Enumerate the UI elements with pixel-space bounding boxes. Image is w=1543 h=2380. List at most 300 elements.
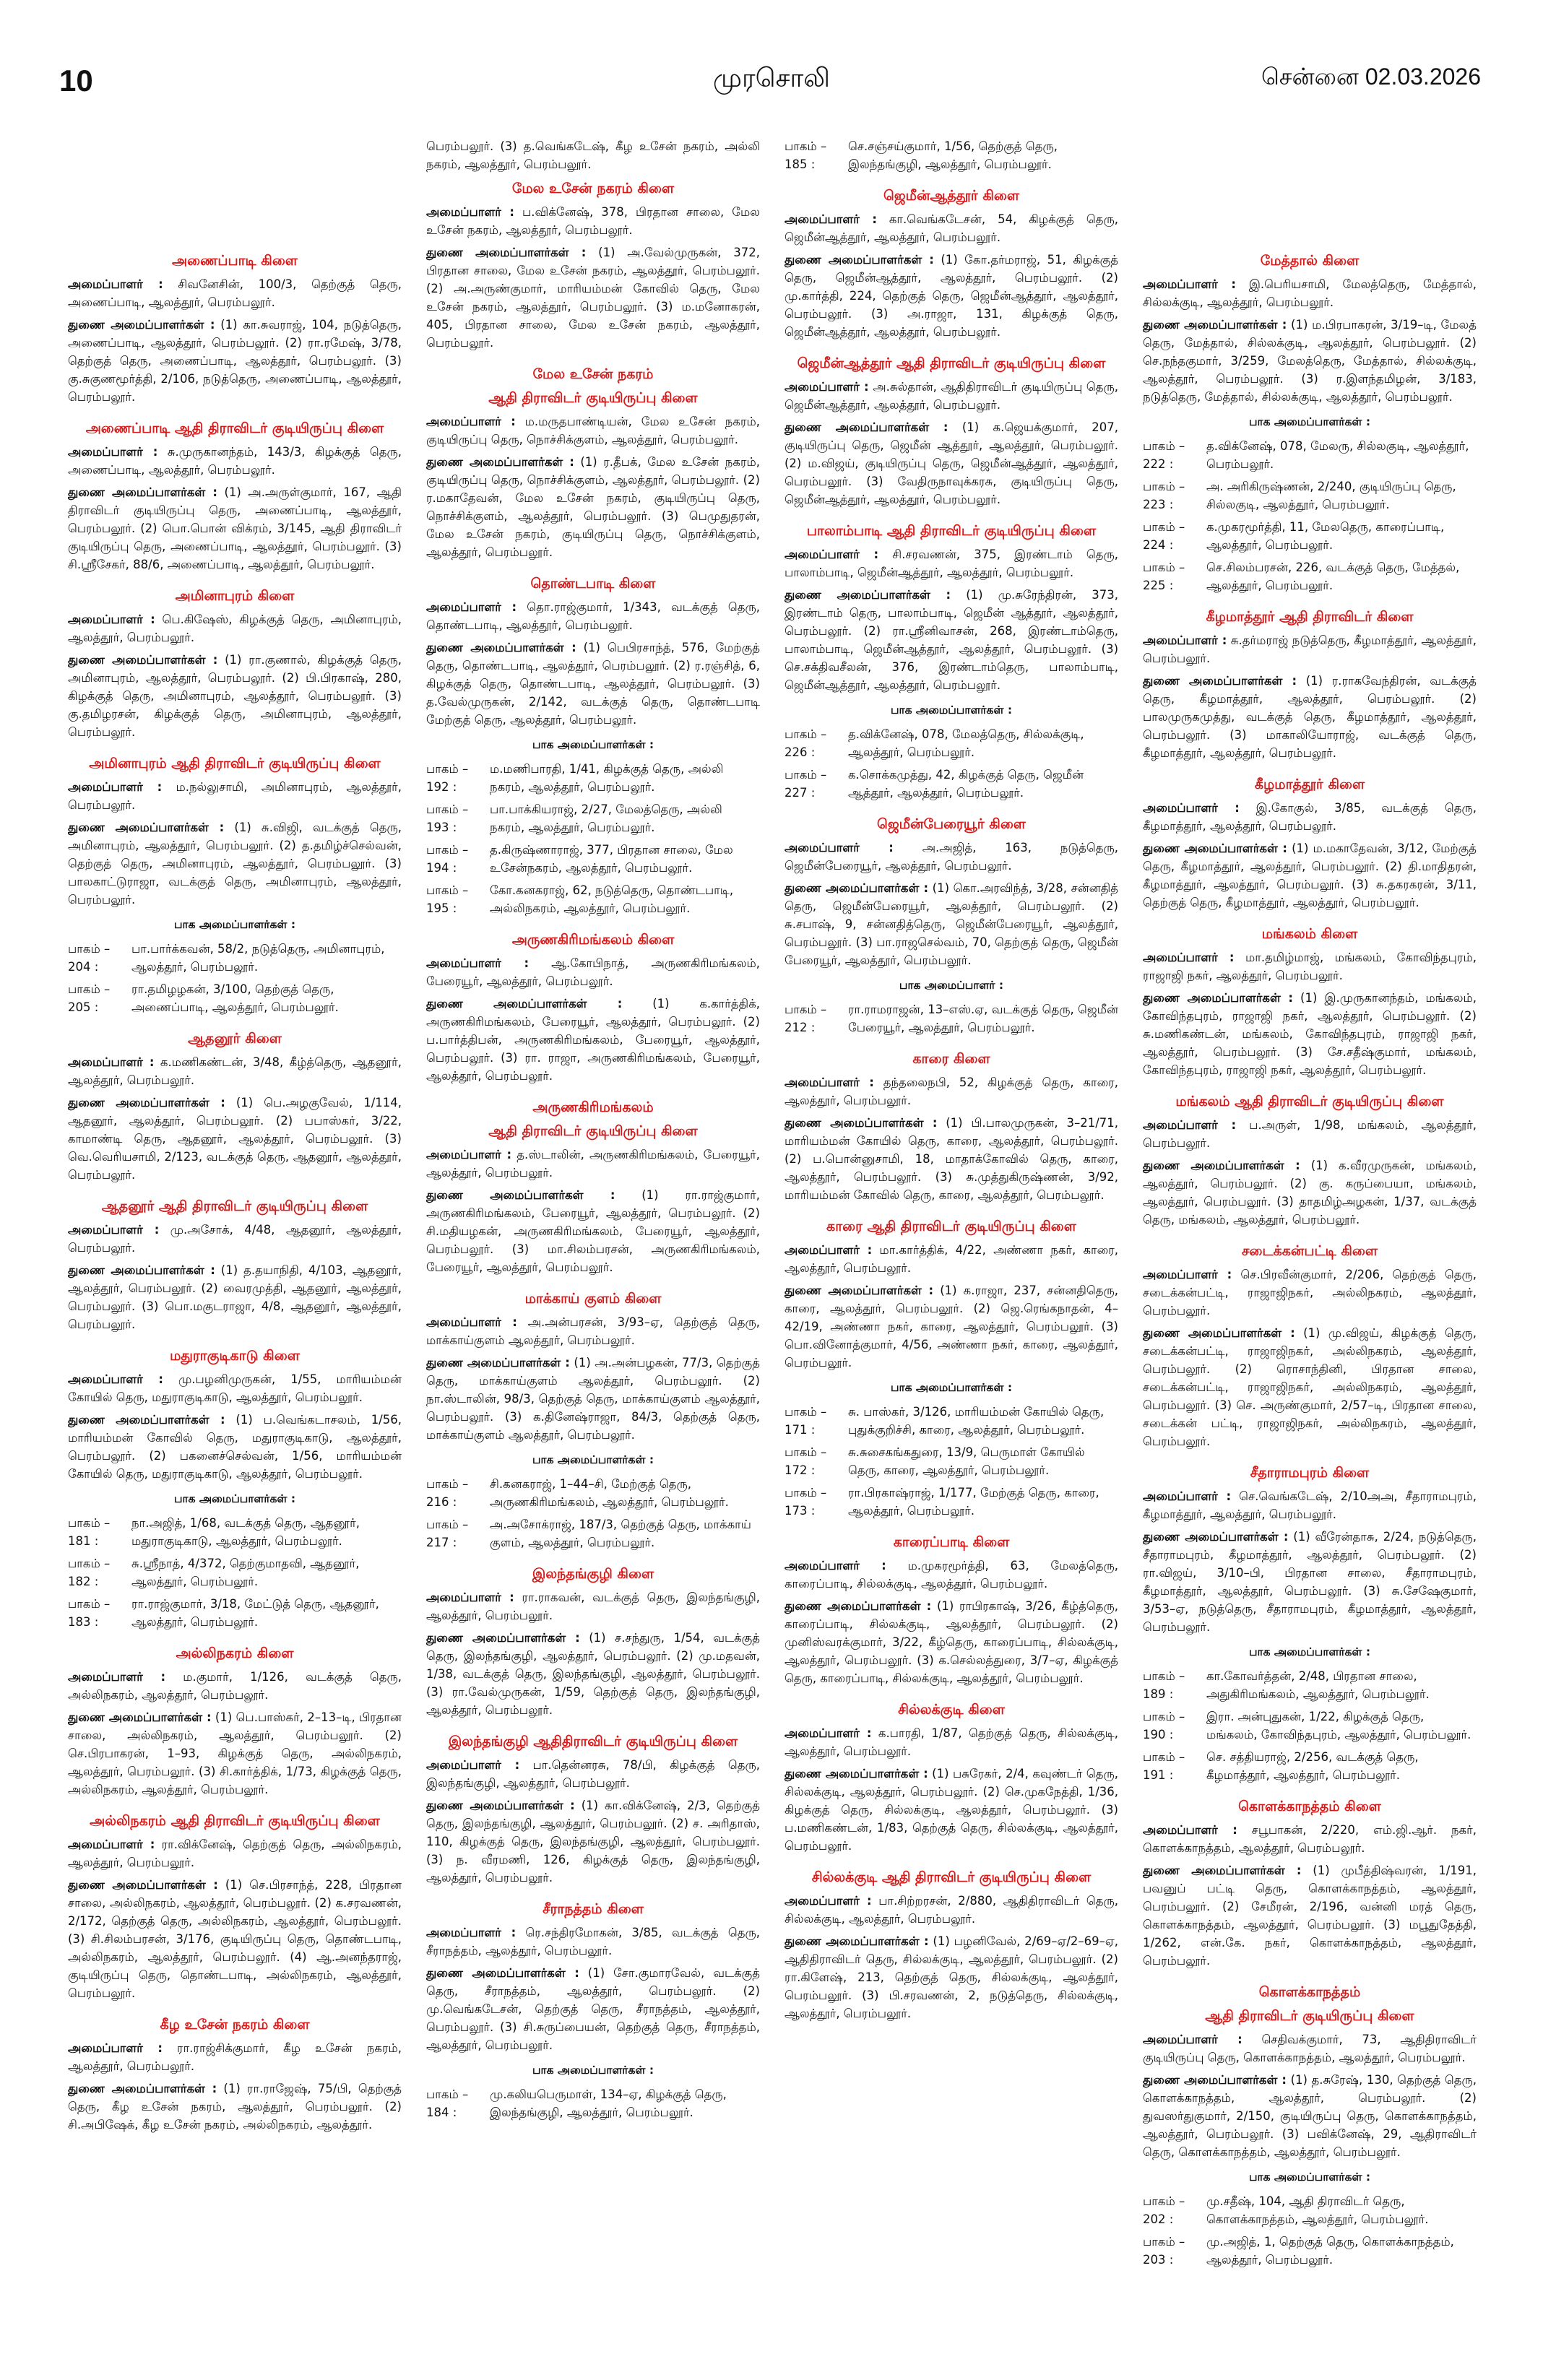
booth-number: பாகம் – 193 : xyxy=(426,802,469,834)
branch-section xyxy=(68,1029,402,1184)
branch-section xyxy=(68,2015,402,2134)
office-bearer-entry xyxy=(1143,1487,1477,1523)
branch-title: அமினாபுரம் கிளை xyxy=(175,588,295,604)
office-bearer-entry xyxy=(1143,1265,1477,1320)
office-bearer-entry xyxy=(426,203,760,239)
office-bearer-entry xyxy=(785,839,1118,875)
member-details: (1) ரா.ராஜ்குமார், அருணகிரிமங்கலம், பேரையூர், ஆலத்தூர், பெரம்பலூர். (2) சி.மதியழகன், அருணகிரிமங்கலம், பேரையூர், ஆலத்தூர், பெரம்பலூர். (3) மா.சிலம்பரசன், அருணகிரிமங்கலம், பேரையூர், ஆலத்தூர், பெரம்பலூர். xyxy=(426,1188,760,1274)
booth-member: சி.கனகராஜ், 1–44–சி, மேற்குத் தெரு, அருணகிரிமங்கலம், ஆலத்தூர், பெரம்பலூர். xyxy=(490,1477,729,1509)
column-4 xyxy=(1143,137,1477,2362)
role-label: அமைப்பாளர் : xyxy=(426,1315,517,1329)
booth-member: அ.அசோக்ராஜ், 187/3, தெற்குத் தெரு, மாக்காய் குளம், ஆலத்தூர், பெரம்பலூர். xyxy=(490,1518,751,1549)
booth-number: பாகம் – 182 : xyxy=(68,1557,111,1588)
booth-member: கோ.கனகராஜ், 62, நடுத்தெரு, தொண்டபாடி, அல்லிநகரம், ஆலத்தூர், பெரம்பலூர். xyxy=(490,883,734,915)
branch-section xyxy=(68,754,402,1016)
member-details: ப.அருள், 1/98, மங்கலம், ஆலத்தூர், பெரம்பலூர். xyxy=(1143,1118,1477,1150)
booth-row xyxy=(426,1475,760,1511)
booth-row xyxy=(785,137,1118,173)
booth-row xyxy=(785,1484,1118,1520)
member-details: (1) ச.சந்துரு, 1/54, வடக்குத் தெரு, இலந்தங்குழி, ஆலத்தூர், பெரம்பலூர். (2) மு.மதவன், 1/38, வடக்குத் தெரு, இலந்தங்குழி, ஆலத்தூர், பெரம்பலூர். (3) ரா.வேல்முருகன், 1/59, தெற்குத் தெரு, இலந்தங்குழி, ஆலத்தூர், பெரம்பலூர். xyxy=(426,1631,760,1717)
member-details: (1) ம.பிரபாகரன், 3/19–டி, மேலத் தெரு, மேத்தால், சில்லக்குடி, ஆலத்தூர், பெரம்பலூர். (2) செ.நந்தகுமார், 3/259, மேலத்தெரு, மேத்தால், சில்லக்குடி, ஆலத்தூர், பெரம்பலூர். (3) ர.இளந்தமிழன், 3/183, நடுத்தெரு, மேத்தால், சில்லக்குடி, ஆலத்தூர், பெரம்பலூர். xyxy=(1143,318,1477,404)
booth-member: கா.கோவர்த்தன், 2/48, பிரதான சாலை, அதுகிரிமங்கலம், ஆலத்தூர், பெரம்பலூர். xyxy=(1206,1669,1430,1701)
branch-title: பாலாம்பாடி ஆதி திராவிடர் குடியிருப்பு கிளை xyxy=(806,523,1097,539)
role-label: அமைப்பாளர் : xyxy=(1143,2033,1242,2046)
office-bearer-entry xyxy=(68,1053,402,1089)
branch-section xyxy=(785,1533,1118,1687)
member-details: சபூபாகன், 2/220, எம்.ஜி.ஆர். நகர், கொளக்காநத்தம், ஆலத்தூர், பெரம்பலூர். xyxy=(1143,1823,1477,1855)
branch-section xyxy=(426,1732,760,1887)
branch-section xyxy=(1143,1797,1477,1970)
office-bearer-entry xyxy=(785,1765,1118,1855)
role-label: அமைப்பாளர் : xyxy=(68,1670,166,1684)
booth-number: பாகம் – 202 : xyxy=(1143,2194,1185,2226)
member-details: (1) கா.விக்னேஷ், 2/3, தெற்குத் தெரு, இலந்தங்குழி, ஆலத்தூர், பெரம்பலூர். (2) ச. அரிதாஸ், 110, கிழக்குத் தெரு, இலந்தங்குழி, ஆலத்தூர், பெரம்பலூர். (3) ந. வீரமணி, 126, கிழக்குத் தெரு, இலந்தங்குழி, ஆலத்தூர், பெரம்பலூர். xyxy=(426,1799,760,1884)
branch-title: மாக்காய் குளம் கிளை xyxy=(524,1291,662,1307)
member-details: இ.கோகுல், 3/85, வடக்குத் தெரு, கீழமாத்தூர், ஆலத்தூர், பெரம்பலூர். xyxy=(1143,801,1477,833)
booth-heading: பாக அமைப்பாளர்கள் : xyxy=(532,738,654,751)
booth-row xyxy=(68,1595,402,1631)
booth-row xyxy=(1143,437,1477,473)
branch-title: சீதாராமபுரம் கிளை xyxy=(1250,1465,1370,1481)
branch-title: மேல உசேன் நகரம் கிளை xyxy=(511,181,675,196)
member-details: (1) செ.பிரசாந்த், 228, பிரதான சாலை, அல்லிநகரம், ஆலத்தூர், பெரம்பலூர். (2) க.சரவணன், 2/172, தெற்குத் தெரு, அல்லிநகரம், ஆலத்தூர், பெரம்பலூர். (3) சி.சிலம்பரசன், 3/176, குடியிருப்பு தெரு, தொண்டபாடி, அல்லிநகரம், ஆலத்தூர், பெரம்பலூர். (4) ஆ.அனந்தராஜ், குடியிருப்பு தெரு, தொண்டபாடி, அல்லிநகரம், ஆலத்தூர், பெரம்பலூர். xyxy=(68,1878,402,2000)
booth-member: செ.சஞ்சய்குமார், 1/56, தெற்குத் தெரு, இலந்தங்குழி, ஆலத்தூர், பெரம்பலூர். xyxy=(848,139,1058,171)
office-bearer-entry xyxy=(68,316,402,406)
booth-number: பாகம் – 189 : xyxy=(1143,1669,1185,1701)
booth-number: பாகம் – 173 : xyxy=(785,1486,827,1518)
booth-number: பாகம் – 171 : xyxy=(785,1405,827,1437)
office-bearer-entry xyxy=(1143,1861,1477,1970)
booth-member: இரா. அன்புதுகன், 1/22, கிழக்குத் தெரு, மங்கலம், கோவிந்தபுரம், ஆலத்தூர், பெரம்பலூர். xyxy=(1206,1710,1471,1741)
booth-row xyxy=(785,725,1118,761)
booth-heading: பாக அமைப்பாளர்கள் : xyxy=(1248,2171,1371,2184)
booth-number: பாகம் – 223 : xyxy=(1143,480,1185,511)
office-bearer-entry xyxy=(1143,2071,1477,2161)
role-label: அமைப்பாளர் : xyxy=(1143,1823,1237,1837)
role-label: துணை அமைப்பாளர்கள் : xyxy=(1143,674,1297,688)
office-bearer-entry xyxy=(68,1261,402,1333)
member-details: (1) த.தயாநிதி, 4/103, ஆதனூர், ஆலத்தூர், பெரம்பலூர். (2) வைரமுத்தி, ஆதனூர், ஆலத்தூர், பெரம்பலூர். (3) பொ.மகுடராஜா, 4/8, ஆதனூர், ஆலத்தூர், பெரம்பலூர். xyxy=(68,1263,402,1331)
branch-title: காரைப்பாடி கிளை xyxy=(893,1534,1010,1550)
branch-section xyxy=(785,354,1118,509)
member-details: அ.அஜித், 163, நடுத்தெரு, ஜெமீன்பேரையூர், ஆலத்தூர், பெரம்பலூர். xyxy=(785,841,1118,873)
role-label: துணை அமைப்பாளர்கள் : xyxy=(68,2082,217,2095)
office-bearer-entry xyxy=(1143,631,1477,667)
member-details: (1) க.ராஜா, 237, சன்னதிதெரு, காரை, ஆலத்தூர், பெரம்பலூர். (2) ஜெ.ரெங்கநாதன், 4–42/19, அண்ணா நகர், காரை, ஆலத்தூர், பெரம்பலூர். (3) பொ.வினோத்குமார், 4/56, அண்ணா நகர், காரை, ஆலத்தூர், பெரம்பலூர். xyxy=(785,1284,1118,1369)
branch-section xyxy=(426,365,760,561)
office-bearer-entry xyxy=(1143,2030,1477,2067)
member-details: இ.பெரியசாமி, மேலத்தெரு, மேத்தால், சில்லக்குடி, ஆலத்தூர், பெரம்பலூர். xyxy=(1143,277,1477,309)
member-details: (1) அ.அருள்குமார், 167, ஆதி திராவிடர் குடியிருப்பு தெரு, அணைப்பாடி, ஆலத்தூர், பெரம்பலூர். (2) பொ.பொன் விக்ரம், 3/145, ஆதி திராவிடர் குடியிருப்பு தெரு, அணைப்பாடி, ஆலத்தூர், பெரம்பலூர். (3) சி.ஸ்ரீசேகர், 88/6, அணைப்பாடி, ஆலத்தூர், பெரம்பலூர். xyxy=(68,485,402,571)
booth-member: செ. சத்தியராஜ், 2/256, வடக்குத் தெரு, கீழமாத்தூர், ஆலத்தூர், பெரம்பலூர். xyxy=(1206,1750,1419,1782)
branch-title: ஆதனூர் கிளை xyxy=(188,1031,282,1047)
member-details: க.பாரதி, 1/87, தெற்குத் தெரு, சில்லக்குடி, ஆலத்தூர், பெரம்பலூர். xyxy=(785,1726,1118,1758)
booth-member: ரா.ராமராஜன், 13–எஸ்.ஏ, வடக்குத் தெரு, ஜெமீன் பேரையூர், ஆலத்தூர், பெரம்பலூர். xyxy=(848,1003,1118,1034)
member-details: பா.தென்னரசு, 78/பி, கிழக்குத் தெரு, இலந்தங்குழி, ஆலத்தூர், பெரம்பலூர். xyxy=(426,1758,760,1790)
booth-row xyxy=(785,766,1118,802)
member-details: ரா.ராஜ்சிக்குமார், கீழ உசேன் நகரம், ஆலத்தூர், பெரம்பலூர். xyxy=(68,2041,402,2073)
role-label: துணை அமைப்பாளர்கள் : xyxy=(785,420,948,434)
member-details: செ.வெங்கடேஷ், 2/10அஅ, சீதாராமபுரம், கீழமாத்தூர், ஆலத்தூர், பெரம்பலூர். xyxy=(1143,1489,1477,1521)
booth-row xyxy=(1143,1748,1477,1784)
office-bearer-entry xyxy=(785,1724,1118,1760)
role-label: அமைப்பாளர் : xyxy=(68,1223,160,1237)
office-bearer-entry xyxy=(68,1370,402,1406)
booth-number: பாகம் – 225 : xyxy=(1143,561,1185,592)
member-details: மா.தமிழ்மாஜ், மங்கலம், கோவிந்தபுரம், ராஜாஜி நகர், ஆலத்தூர், பெரம்பலூர். xyxy=(1143,951,1477,982)
role-label: அமைப்பாளர் : xyxy=(68,780,163,794)
member-details: க.மணிகண்டன், 3/48, கீழ்த்தெரு, ஆதனூர், ஆலத்தூர், பெரம்பலூர். xyxy=(68,1055,402,1087)
role-label: அமைப்பாளர் : xyxy=(1143,277,1236,291)
role-label: துணை அமைப்பாளர்கள் : xyxy=(68,1710,212,1724)
role-label: அமைப்பாளர் : xyxy=(426,415,516,428)
office-bearer-entry xyxy=(68,1411,402,1483)
role-label: அமைப்பாளர் : xyxy=(1143,1118,1237,1132)
member-details: பா.சிற்றரசன், 2/880, ஆதிதிராவிடர் தெரு, சில்லக்குடி, ஆலத்தூர், பெரம்பலூர். xyxy=(785,1894,1118,1926)
booth-row xyxy=(1143,2233,1477,2269)
office-bearer-entry xyxy=(785,879,1118,969)
role-label: அமைப்பாளர் : xyxy=(426,205,515,219)
member-details: (1) கொ.அரவிந்த், 3/28, சன்னதித் தெரு, ஜெமீன்பேரையூர், ஆலத்தூர், பெரம்பலூர். (2) சு.சபாஷ், 9, சன்னதித்தெரு, ஜெமீன்பேரையூர், ஆலத்தூர், பெரம்பலூர். (3) பா.ராஜசெல்வம், 70, தெற்குத் தெரு, ஜெமீன் பேரையூர், ஆலத்தூர், பெரம்பலூர். xyxy=(785,881,1118,967)
branch-title: மங்கலம் ஆதி திராவிடர் குடியிருப்பு கிளை xyxy=(1175,1094,1444,1109)
role-label: துணை அமைப்பாளர்கள் : xyxy=(1143,1530,1289,1544)
role-label: அமைப்பாளர் : xyxy=(1143,1489,1232,1503)
office-bearer-entry xyxy=(785,378,1118,414)
role-label: துணை அமைப்பாளர்கள் : xyxy=(1143,1326,1295,1340)
booth-number: பாகம் – 224 : xyxy=(1143,520,1185,552)
member-details: ம.மருதபாண்டியன், மேல உசேன் நகரம், குடியிருப்பு தெரு, நொச்சிக்குளம், ஆலத்தூர், பெரம்பலூர். xyxy=(426,415,760,446)
role-label: அமைப்பாளர் : xyxy=(68,2041,163,2055)
branch-section xyxy=(426,179,760,352)
branch-title-line-2: ஆதி திராவிடர் குடியிருப்பு கிளை xyxy=(488,1123,698,1139)
booth-number: பாகம் – 192 : xyxy=(426,762,469,794)
office-bearer-entry xyxy=(1143,839,1477,912)
office-bearer-entry xyxy=(1143,1156,1477,1229)
branch-section xyxy=(785,1868,1118,2022)
booth-member: ம.மணிபாரதி, 1/41, கிழக்குத் தெரு, அல்லி நகரம், ஆலத்தூர், பெரம்பலூர். xyxy=(490,762,724,794)
branch-section xyxy=(785,1050,1118,1204)
office-bearer-entry xyxy=(1143,1116,1477,1152)
member-details: சி.சரவணன், 375, இரண்டாம் தெரு, பாலாம்பாடி, ஜெமீன்ஆத்தூர், ஆலத்தூர், பெரம்பலூர். xyxy=(785,548,1118,579)
role-label: துணை அமைப்பாளர்கள் : xyxy=(68,1878,218,1892)
booth-heading: பாக அமைப்பாளர்கள் : xyxy=(173,918,296,931)
column-top-spacer xyxy=(68,137,402,246)
member-details: அ.அன்பரசன், 3/93–ஏ, தெற்குத் தெரு, மாக்காய்குளம் ஆலத்தூர், பெரம்பலூர். xyxy=(426,1315,760,1347)
branch-title: சடைக்கன்பட்டி கிளை xyxy=(1241,1243,1378,1259)
branch-title: மேத்தால் கிளை xyxy=(1260,253,1360,269)
column-2 xyxy=(426,137,760,2362)
branch-title: காரை கிளை xyxy=(912,1051,990,1067)
branch-section xyxy=(68,1644,402,1799)
member-details: ரா.ராகவன், வடக்குத் தெரு, இலந்தங்குழி, ஆலத்தூர், பெரம்பலூர். xyxy=(426,1591,760,1622)
office-bearer-entry xyxy=(68,1668,402,1704)
booth-row xyxy=(785,1443,1118,1479)
branch-section xyxy=(785,1700,1118,1855)
booth-number: பாகம் – 217 : xyxy=(426,1518,469,1549)
role-label: துணை அமைப்பாளர்கள் : xyxy=(426,1631,580,1645)
office-bearer-entry xyxy=(1143,989,1477,1079)
booth-heading: பாக அமைப்பாளர்கள் : xyxy=(532,1453,654,1466)
branch-title: தொண்டபாடி கிளை xyxy=(530,576,656,592)
member-details: (1) முபீத்திஷ்வரன், 1/191, பவனுப் பட்டி தெரு, கொளக்காநத்தம், ஆலத்தூர், பெரம்பலூர். (2) சேமீரன், 2/196, வன்னி மரத் தெரு, கொளக்காநத்தம், ஆலத்தூர், பெரம்பலூர். (3) மபூதுதேத்தி, 1/262, என்.கே. நகர், கொளக்காநத்தம், ஆலத்தூர், பெரம்பலூர். xyxy=(1143,1864,1477,1968)
booth-row xyxy=(785,1000,1118,1037)
booth-row xyxy=(68,940,402,976)
branch-title: சீராநத்தம் கிளை xyxy=(543,1901,644,1917)
office-bearer-entry xyxy=(785,1241,1118,1277)
member-details: மு.பழனிமுருகன், 1/55, மாரியம்மன் கோயில் தெரு, மதுராகுடிகாடு, ஆலத்தூர், பெரம்பலூர். xyxy=(68,1372,402,1404)
role-label: அமைப்பாளர் : xyxy=(785,1243,873,1257)
member-details: (1) பழனிவேல், 2/69–ஏ/2–69–ஏ, ஆதிதிராவிடர் தெரு, சில்லக்குடி, ஆலத்தூர், பெரம்பலூர். (2) ரா.கிளேஷ், 213, தெற்குத் தெரு, சில்லக்குடி, ஆலத்தூர், பெரம்பலூர். (3) பி.சரவணன், 2, நடுத்தெரு, சில்லக்குடி, ஆலத்தூர், பெரம்பலூர். xyxy=(785,1934,1118,2020)
booth-heading: பாக அமைப்பாளர்கள் : xyxy=(890,704,1013,717)
member-details: (1) பெ.பாஸ்கர், 2–13–டி, பிரதான சாலை, அல்லிநகரம், ஆலத்தூர், பெரம்பலூர். (2) செ.பிரபாகரன், 1–93, கிழக்குத் தெரு, அல்லிநகரம், ஆலத்தூர், பெரம்பலூர். (3) சி.கார்த்திக், 1/73, கிழக்குத் தெரு, அல்லிநகரம், ஆலத்தூர், பெரம்பலூர். xyxy=(68,1710,402,1796)
branch-title: அருணகிரிமங்கலம் கிளை xyxy=(511,932,675,948)
member-details: பெ.கிஷேஸ், கிழக்குத் தெரு, அமினாபுரம், ஆலத்தூர், பெரம்பலூர். xyxy=(68,613,402,644)
role-label: துணை அமைப்பாளர்கள் : xyxy=(68,821,225,834)
role-label: அமைப்பாளர் : xyxy=(68,1838,155,1851)
office-bearer-entry xyxy=(426,995,760,1085)
office-bearer-entry xyxy=(426,1313,760,1349)
branch-title: அருணகிரிமங்கலம் xyxy=(532,1099,654,1115)
city-date: சென்னை 02.03.2026 xyxy=(1261,64,1481,90)
booth-member: மு.கலியபெருமாள், 134–ஏ, கிழக்குத் தெரு, இலந்தங்குழி, ஆலத்தூர், பெரம்பலூர். xyxy=(490,2087,727,2119)
booth-row xyxy=(426,800,760,836)
page-number: 10 xyxy=(59,64,93,98)
member-details: ரெ.சந்திரமோகன், 3/85, வடக்குத் தெரு, சீராநத்தம், ஆலத்தூர், பெரம்பலூர். xyxy=(426,1926,760,1957)
branch-title: அல்லிநகரம் ஆதி திராவிடர் குடியிருப்பு கிளை xyxy=(90,1813,380,1829)
office-bearer-entry xyxy=(1143,1821,1477,1857)
branch-title-line-2: ஆதி திராவிடர் குடியிருப்பு கிளை xyxy=(1205,2008,1414,2024)
office-bearer-entry xyxy=(426,1354,760,1444)
branch-title: ஜெமீன்ஆத்தூர் கிளை xyxy=(883,188,1020,204)
office-bearer-entry xyxy=(785,545,1118,581)
member-details: (1) ராபிரகாஷ், 3/26, கீழ்த்தெரு, காரைப்பாடி, சில்லக்குடி, ஆலத்தூர், பெரம்பலூர். (2) முனிஸ்வரக்குமார், 3/22, கீழ்தெரு, காரைப்பாடி, சில்லக்குடி, ஆலத்தூர், பெரம்பலூர். (3) க.செல்லத்துரை, 3/7–ஏ, கிழக்குத் தெரு, காரைப்பாடி, சில்லக்குடி, ஆலத்தூர், பெரம்பலூர். xyxy=(785,1599,1118,1685)
office-bearer-entry xyxy=(68,2080,402,2134)
branch-section xyxy=(426,1098,760,1276)
role-label: அமைப்பாளர் : xyxy=(68,445,158,459)
booth-row xyxy=(1143,477,1477,514)
role-label: துணை அமைப்பாளர்கள் : xyxy=(1143,318,1287,332)
member-details: தந்தலைநபி, 52, கிழக்குத் தெரு, காரை, ஆலத்தூர், பெரம்பலூர். xyxy=(785,1076,1118,1107)
office-bearer-entry xyxy=(785,418,1118,509)
branch-title: கீழமாத்தூர் கிளை xyxy=(1254,776,1365,792)
member-details: (1) ர.தீபக், மேல உசேன் நகரம், குடியிருப்பு தெரு, நொச்சிக்குளம், ஆலத்தூர், பெரம்பலூர். (2) ர.மகாதேவன், மேல உசேன் நகரம், குடியிருப்பு தெரு, நொச்சிக்குளம், ஆலத்தூர், பெரம்பலூர். (3) பெமுதுதரன், மேல உசேன் நகரம், குடியிருப்பு தெரு, நொச்சிக்குளம், ஆலத்தூர், பெரம்பலூர். xyxy=(426,455,760,559)
member-details: (1) க.ஜெயக்குமார், 207, குடியிருப்பு தெரு, ஜெமீன் ஆத்தூர், ஆலத்தூர், பெரம்பலூர். (2) ம.விஜய், குடியிருப்பு தெரு, ஜெமீன்ஆத்தூர், ஆலத்தூர், பெரம்பலூர். (3) வேதிருநாவுக்கரசு, குடியிருப்பு தெரு, ஜெமீன்ஆத்தூர், ஆலத்தூர், பெரம்பலூர். xyxy=(785,420,1118,506)
member-details: (1) அ.அன்பழகன், 77/3, தெற்குத் தெரு, மாக்காய்குளம் ஆலத்தூர், பெரம்பலூர். (2) நா.ஸ்டாலின், 98/3, தெற்குத் தெரு, மாக்காய்குளம் ஆலத்தூர், பெரம்பலூர். (3) க.தினேஷ்ராஜா, 84/3, தெற்குத் தெரு, மாக்காய்குளம் ஆலத்தூர், பெரம்பலூர். xyxy=(426,1356,760,1442)
office-bearer-entry xyxy=(426,453,760,561)
office-bearer-entry xyxy=(426,1796,760,1887)
office-bearer-entry xyxy=(1143,1324,1477,1450)
member-details: (1) பி.பாலமுருகன், 3–21/71, மாரியம்மன் கோயில் தெரு, காரை, ஆலத்தூர், பெரம்பலூர். (2) ப.பொன்னுசாமி, 18, மாதாக்கோவில் தெரு, காரை, ஆலத்தூர், பெரம்பலூர். (3) சு.முத்துகிருஷ்ணன், 3/92, மாரியம்மன் கோவில் தெரு, காரை, ஆலத்தூர், பெரம்பலூர். xyxy=(785,1116,1118,1202)
role-label: துணை அமைப்பாளர்கள் : xyxy=(785,588,951,602)
branch-title: இலந்தங்குழி கிளை xyxy=(532,1566,654,1582)
booth-member: ரா.தமிழழகன், 3/100, தெற்குத் தெரு, அணைப்பாடி, ஆலத்தூர், பெரம்பலூர். xyxy=(131,982,339,1014)
member-details: தொ.ராஜ்குமார், 1/343, வடக்குத் தெரு, தொண்டபாடி, ஆலத்தூர், பெரம்பலூர். xyxy=(426,600,760,632)
member-details: (1) ரா.ராஜேஷ், 75/பி, தெற்குத் தெரு, கீழ உசேன் நகரம், ஆலத்தூர், பெரம்பலூர். (2) சி.அபிஷேக், கீழ உசேன் நகரம், அல்லிநகரம், ஆலத்தூர். xyxy=(68,2082,402,2132)
role-label: அமைப்பாளர் : xyxy=(785,1894,872,1908)
member-details: செதிவக்குமார், 73, ஆதிதிராவிடர் குடியிருப்பு தெரு, கொளக்காநத்தம், ஆலத்தூர், பெரம்பலூர். xyxy=(1143,2033,1477,2064)
booth-row xyxy=(426,881,760,917)
branch-section xyxy=(1143,607,1477,762)
role-label: துணை அமைப்பாளர்கள் : xyxy=(1143,1159,1300,1172)
office-bearer-entry xyxy=(68,443,402,479)
office-bearer-entry xyxy=(68,275,402,311)
newspaper-name: முரசொலி xyxy=(713,64,830,93)
branch-section xyxy=(426,1289,760,1552)
office-bearer-entry xyxy=(785,1932,1118,2022)
office-bearer-entry xyxy=(785,1073,1118,1109)
branch-title: அமினாபுரம் ஆதி திராவிடர் குடியிருப்பு கிளை xyxy=(89,756,381,771)
booth-row xyxy=(426,1515,760,1552)
role-label: அமைப்பாளர் : xyxy=(785,380,869,394)
office-bearer-entry xyxy=(1143,799,1477,835)
office-bearer-entry xyxy=(1143,316,1477,406)
office-bearer-entry xyxy=(785,586,1118,694)
role-label: அமைப்பாளர் : xyxy=(426,1148,512,1161)
role-label: அமைப்பாளர் : xyxy=(426,1591,514,1604)
branch-title: சில்லக்குடி ஆதி திராவிடர் குடியிருப்பு கிளை xyxy=(811,1869,1092,1885)
role-label: அமைப்பாளர் : xyxy=(785,212,877,226)
branch-title: கொளக்காநத்தம் கிளை xyxy=(1238,1799,1381,1814)
member-details: (1) வீரேன்தாசு, 2/24, நடுத்தெரு, சீதாராமபுரம், கீழமாத்தூர், ஆலத்தூர், பெரம்பலூர். (2) ரா.விஜய், 3/10–பி, பிரதான சாலை, சீதாராமபுரம், கீழமாத்தூர், ஆலத்தூர், பெரம்பலூர். (3) சு.சேஷேகுமார், 3/53–ஏ, நடுத்தெரு, சீதாராமபுரம், கீழமாத்தூர், ஆலத்தூர், பெரம்பலூர். xyxy=(1143,1530,1477,1634)
member-details: ஆ.கோபிநாத், அருணகிரிமங்கலம், பேரையூர், ஆலத்தூர், பெரம்பலூர். xyxy=(426,956,760,988)
role-label: துணை அமைப்பாளர்கள் : xyxy=(68,1096,225,1109)
role-label: துணை அமைப்பாளர்கள் : xyxy=(1143,2073,1287,2087)
member-details: சு.தர்மராஜ் நடுத்தெரு, கீழமாத்தூர், ஆலத்தூர், பெரம்பலூர். xyxy=(1143,633,1477,665)
role-label: அமைப்பாளர் : xyxy=(785,1559,886,1572)
booth-number: பாகம் – 172 : xyxy=(785,1445,827,1477)
member-details: (1) பெபிரசாந்த், 576, மேற்குத் தெரு, தொண்டபாடி, ஆலத்தூர், பெரம்பலூர். (2) ர.ரஞ்சித், 6, கிழக்குத் தெரு, தொண்டபாடி, ஆலத்தூர், பெரம்பலூர். (3) த.வேல்முருகன், 2/142, வடக்குத் தெரு, தொண்டபாடி மேற்குத் தெரு, ஆலத்தூர், பெரம்பலூர். xyxy=(426,641,760,727)
branch-section xyxy=(426,574,760,917)
branch-section xyxy=(785,522,1118,802)
office-bearer-entry xyxy=(1143,275,1477,311)
booth-member: அ. அரிகிருஷ்ணன், 2/240, குடியிருப்பு தெரு, சில்லகுடி, ஆலத்தூர், பெரம்பலூர். xyxy=(1206,480,1456,511)
branch-title: ஆதனூர் ஆதி திராவிடர் குடியிருப்பு கிளை xyxy=(101,1198,368,1214)
branch-section xyxy=(68,1197,402,1333)
branch-section xyxy=(1143,775,1477,912)
role-label: துணை அமைப்பாளர்கள் : xyxy=(426,997,623,1011)
booth-heading: பாக அமைப்பாளர்கள் : xyxy=(532,2064,654,2077)
member-details: (1) ம.மகாதேவன், 3/12, மேற்குத் தெரு, கீழமாத்தூர், ஆலத்தூர், பெரம்பலூர். (2) தி.மாதிதரன், கீழமாத்தூர், ஆலத்தூர், பெரம்பலூர். (3) சு.தகரகரன், 3/11, தெற்குத் தெரு, கீழமாத்தூர், ஆலத்தூர், பெரம்பலூர். xyxy=(1143,841,1477,909)
role-label: துணை அமைப்பாளர்கள் : xyxy=(68,653,218,667)
member-details: ம.முகரமூர்த்தி, 63, மேலத்தெரு, காரைப்பாடி, சில்லக்குடி, ஆலத்தூர், பெரம்பலூர். xyxy=(785,1559,1118,1591)
office-bearer-entry xyxy=(68,2039,402,2075)
branch-title: கீழ உசேன் நகரம் கிளை xyxy=(160,2017,310,2033)
branch-section xyxy=(68,587,402,741)
member-details: கா.வெங்கடேசன், 54, கிழக்குத் தெரு, ஜெமீன்ஆத்தூர், ஆலத்தூர், பெரம்பலூர். xyxy=(785,212,1118,244)
member-details: ப.விக்னேஷ், 378, பிரதான சாலை, மேல உசேன் நகரம், ஆலத்தூர், பெரம்பலூர். xyxy=(426,205,760,237)
member-details: (1) அ.வேல்முருகன், 372, பிரதான சாலை, மேல உசேன் நகரம், ஆலத்தூர், பெரம்பலூர். (2) அ.அருண்குமார், மாரியம்மன் கோவில் தெரு, மேல உசேன் நகரம், ஆலத்தூர், பெரம்பலூர். (3) ம.மனோகரன், 405, பிரதான சாலை, மேல உசேன் நகரம், ஆலத்தூர், பெரம்பலூர். xyxy=(426,246,760,350)
office-bearer-entry xyxy=(1143,672,1477,762)
member-details: (1) ப.வெங்கடாசலம், 1/56, மாரியம்மன் கோவில் தெரு, மதுராகுடிகாடு, ஆலத்தூர், பெரம்பலூர். (2) பகனைச்செல்வன், 1/56, மாரியம்மன் கோயில் தெரு, மதுராகுடிகாடு, ஆலத்தூர், பெரம்பலூர். xyxy=(68,1413,402,1481)
branch-section xyxy=(68,251,402,406)
booth-member: செ.சிலம்பரசன், 226, வடக்குத் தெரு, மேத்தல், ஆலத்தூர், பெரம்பலூர். xyxy=(1206,561,1460,592)
booth-number: பாகம் – 226 : xyxy=(785,727,827,759)
branch-section xyxy=(785,137,1118,173)
booth-row xyxy=(68,1514,402,1550)
office-bearer-entry xyxy=(426,1588,760,1624)
role-label: அமைப்பாளர் : xyxy=(1143,951,1235,964)
branch-title: இலந்தங்குழி ஆதிதிராவிடர் குடியிருப்பு கிளை xyxy=(448,1734,738,1749)
branch-section xyxy=(785,186,1118,341)
branch-section xyxy=(426,930,760,1085)
office-bearer-entry xyxy=(68,651,402,741)
branch-title: சில்லக்குடி கிளை xyxy=(898,1702,1005,1718)
role-label: துணை அமைப்பாளர்கள் : xyxy=(426,1356,570,1369)
booth-row xyxy=(426,841,760,877)
continued-text: பெரம்பலூர். (3) த.வெங்கடேஷ், கீழ உசேன் நகரம், அல்லி நகரம், ஆலத்தூர், பெரம்பலூர். xyxy=(426,139,760,171)
member-details: (1) ர.ராகவேந்திரன், வடக்குத் தெரு, கீழமாத்தூர், ஆலத்தூர், பெரம்பலூர். (2) பாலமுருகமுத்து, வடக்குத் தெரு, கீழமாத்தூர், ஆலத்தூர், பெரம்பலூர். (3) மாகாலியோராஜ், வடக்குத் தெரு, கீழமாத்தூர், ஆலத்தூர், பெரம்பலூர். xyxy=(1143,674,1477,760)
role-label: துணை அமைப்பாளர்கள் : xyxy=(1143,1864,1302,1877)
office-bearer-entry xyxy=(68,483,402,574)
office-bearer-entry xyxy=(785,251,1118,341)
branch-section xyxy=(1143,925,1477,1079)
role-label: துணை அமைப்பாளர்கள் : xyxy=(426,641,576,654)
office-bearer-entry xyxy=(785,1557,1118,1593)
role-label: துணை அமைப்பாளர்கள் : xyxy=(785,1599,932,1613)
office-bearer-entry xyxy=(426,1146,760,1182)
branch-title: அணைப்பாடி ஆதி திராவிடர் குடியிருப்பு கிளை xyxy=(85,420,384,436)
booth-number: பாகம் – 184 : xyxy=(426,2087,469,2119)
role-label: துணை அமைப்பாளர்கள் : xyxy=(426,1966,579,1980)
role-label: துணை அமைப்பாளர்கள் : xyxy=(68,318,215,332)
booth-heading: பாக அமைப்பாளர் : xyxy=(899,979,1004,992)
member-details: (1) க.கார்த்திக், அருணகிரிமங்கலம், பேரையூர், ஆலத்தூர், பெரம்பலூர். (2) ப.பார்த்திபன், அருணகிரிமங்கலம், பேரையூர், ஆலத்தூர், பெரம்பலூர். (3) ரா. ராஜா, அருணகிரிமங்கலம், பேரையூர், ஆலத்தூர், பெரம்பலூர். xyxy=(426,997,760,1083)
branch-section xyxy=(785,815,1118,1037)
booth-number: பாகம் – 227 : xyxy=(785,768,827,800)
column-1 xyxy=(68,137,402,2362)
branch-section xyxy=(68,419,402,574)
branch-section xyxy=(1143,1983,1477,2269)
role-label: துணை அமைப்பாளர்கள் : xyxy=(68,485,217,499)
member-details: (1) மு.விஜய், கிழக்குத் தெரு, சடைக்கன்பட்டி, ராஜாஜிநகர், அல்லிநகரம், ஆலத்தூர், பெரம்பலூர். (2) ரொசாந்தினி, பிரதான சாலை, சடைக்கன்பட்டி, ராஜாஜிநகர், அல்லிநகரம், ஆலத்தூர், பெரம்பலூர். (3) செ. அருண்குமார், 2/57–டி, பிரதான சாலை, சடைக்கன் பட்டி, ராஜாஜிநகர், அல்லிநகரம், ஆலத்தூர், பெரம்பலூர். xyxy=(1143,1326,1477,1448)
booth-member: பா.பாக்கியராஜ், 2/27, மேலத்தெரு, அல்லி நகரம், ஆலத்தூர், பெரம்பலூர். xyxy=(490,802,722,834)
office-bearer-entry xyxy=(68,778,402,814)
member-details: (1) சு.விஜி, வடக்குத் தெரு, அமினாபுரம், ஆலத்தூர், பெரம்பலூர். (2) த.தமிழ்ச்செல்வன், தெற்குத் தெரு, அமினாபுரம், ஆலத்தூர், பெரம்பலூர். (3) பாலகாட்டுராஜா, வடக்குத் தெரு, அமினாபுரம், ஆலத்தூர், பெரம்பலூர். xyxy=(68,821,402,906)
member-details: (1) சோ.குமாரவேல், வடக்குத் தெரு, சீராநத்தம், ஆலத்தூர், பெரம்பலூர். (2) மு.வெங்கடேசன், தெற்குத் தெரு, சீராநத்தம், ஆலத்தூர், பெரம்பலூர். (3) சி.சுருப்பையன், தெற்குத் தெரு, சீராநத்தம், ஆலத்தூர், பெரம்பலூர். xyxy=(426,1966,760,2052)
office-bearer-entry xyxy=(426,1629,760,1719)
booth-row xyxy=(426,2085,760,2121)
booth-number: பாகம் – 212 : xyxy=(785,1003,827,1034)
member-details: த.ஸ்டாலின், அருணகிரிமங்கலம், பேரையூர், ஆலத்தூர், பெரம்பலூர். xyxy=(426,1148,760,1180)
booth-member: சு.சுசைகங்கதுரை, 13/9, பெருமாள் கோயில் தெரு, காரை, ஆலத்தூர், பெரம்பலூர். xyxy=(848,1445,1085,1477)
booth-heading: பாக அமைப்பாளர்கள் : xyxy=(890,1381,1013,1394)
booth-row xyxy=(1143,2192,1477,2228)
booth-member: ரா.பிரகாஷ்ராஜ், 1/177, மேற்குத் தெரு, காரை, ஆலத்தூர், பெரம்பலூர். xyxy=(848,1486,1099,1518)
role-label: அமைப்பாளர் : xyxy=(426,1758,520,1772)
booth-number: பாகம் – 216 : xyxy=(426,1477,469,1509)
column-top-spacer xyxy=(1143,137,1477,246)
role-label: துணை அமைப்பாளர்கள் : xyxy=(785,1116,938,1130)
booth-member: ரா.ராஜ்குமார், 3/18, மேட்டுத் தெரு, ஆதனூர், ஆலத்தூர், பெரம்பலூர். xyxy=(131,1597,379,1629)
role-label: துணை அமைப்பாளர்கள் : xyxy=(426,246,587,259)
office-bearer-entry xyxy=(426,1924,760,1960)
role-label: அமைப்பாளர் : xyxy=(68,277,163,291)
office-bearer-entry xyxy=(68,1876,402,2002)
member-details: செ.பிரவீன்குமார், 2/206, தெற்குத் தெரு, சடைக்கன்பட்டி, ராஜாஜிநகர், அல்லிநகரம், ஆலத்தூர், பெரம்பலூர். xyxy=(1143,1268,1477,1317)
booth-number: பாகம் – 203 : xyxy=(1143,2235,1185,2267)
member-details: ரா.விக்னேஷ், தெற்குத் தெரு, அல்லிநகரம், ஆலத்தூர், பெரம்பலூர். xyxy=(68,1838,402,1869)
member-details: மா.கார்த்திக், 4/22, அண்ணா நகர், காரை, ஆலத்தூர், பெரம்பலூர். xyxy=(785,1243,1118,1275)
office-bearer-entry xyxy=(426,1964,760,2054)
member-details: (1) மு.சுரேந்திரன், 373, இரண்டாம் தெரு, பாலாம்பாடி, ஜெமீன் ஆத்தூர், ஆலத்தூர், பெரம்பலூர். (2) ரா.ஸ்ரீனிவாசன், 268, இரண்டாம்தெரு, பாலாம்பாடி, ஜெமீன்ஆத்தூர், ஆலத்தூர், பெரம்பலூர். (3) செ.சக்திவசீலன், 376, இரண்டாம்தெரு, பாலாம்பாடி, ஜெமீன்ஆத்தூர், ஆலத்தூர், பெரம்பலூர். xyxy=(785,588,1118,692)
booth-member: நா.அஜித், 1/68, வடக்குத் தெரு, ஆதனூர், மதுராகுடிகாடு, ஆலத்தூர், பெரம்பலூர். xyxy=(131,1516,360,1548)
role-label: துணை அமைப்பாளர்கள் : xyxy=(785,1934,929,1948)
booth-row xyxy=(68,980,402,1016)
member-details: (1) த.சுரேஷ், 130, தெற்குத் தெரு, கொளக்காநத்தம், ஆலத்தூர், பெரம்பலூர். (2) துவஸர்துகுமார், 2/150, குடியிருப்பு தெரு, கொளக்காநத்தம், ஆலத்தூர், பெரம்பலூர். (3) பவிக்னேஷ், 29, ஆதிராவிடர் தெரு, கொளக்காநத்தம், ஆலத்தூர், பெரம்பலூர். xyxy=(1143,2073,1477,2159)
booth-heading: பாக அமைப்பாளர்கள் : xyxy=(1248,415,1371,428)
booth-number: பாகம் – 190 : xyxy=(1143,1710,1185,1741)
member-details: அ.சுல்தான், ஆதிதிராவிடர் குடியிருப்பு தெரு, ஜெமீன்ஆத்தூர், ஆலத்தூர், பெரம்பலூர். xyxy=(785,380,1118,412)
